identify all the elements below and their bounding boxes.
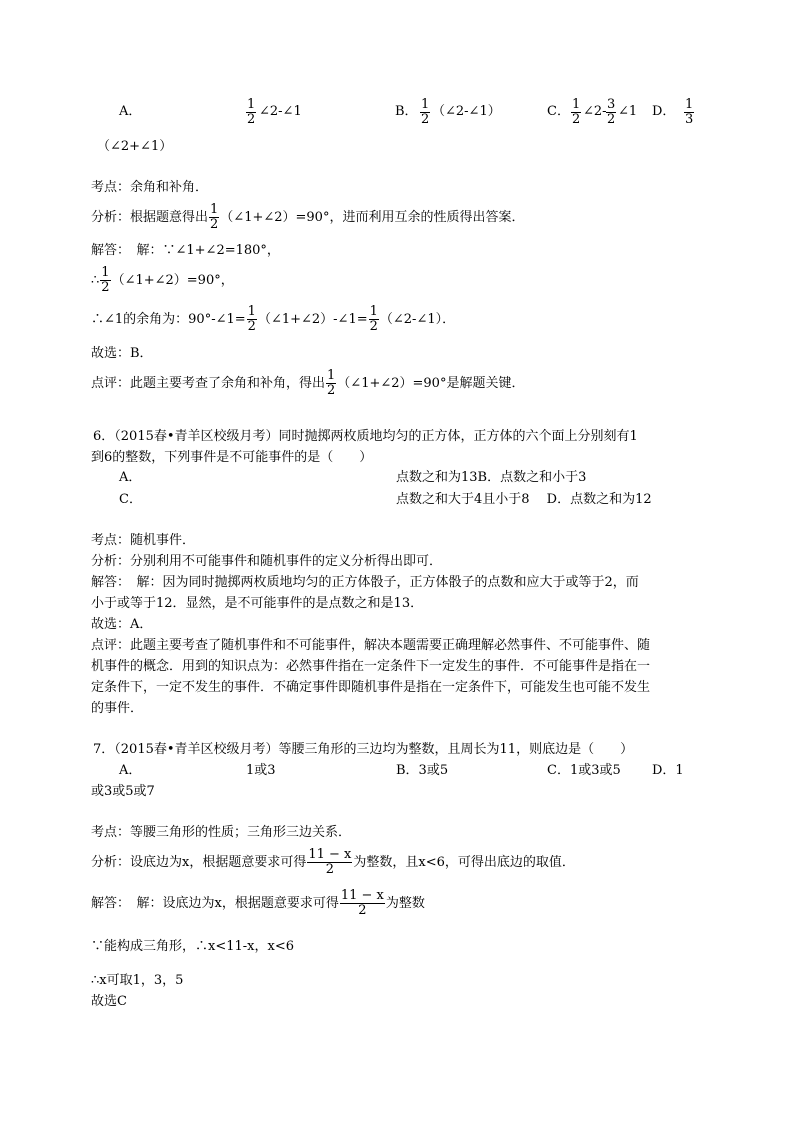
q5-option-c-fraction-1: $\frac{1}{2}$ <box>572 97 581 127</box>
q5-option-b-label: B． <box>395 104 418 119</box>
fraction: $\frac{11 - x}{2}$ <box>308 847 352 877</box>
q5-guxuan: 故选：B． <box>91 346 153 361</box>
q5-option-b-fraction: $\frac{1}{2}$ <box>421 97 430 127</box>
q6-jieda-line-1: 解答： 解：因为同时抛掷两枚质地均匀的正方体骰子，正方体骰子的点数和应大于或等于2，而 <box>91 575 639 590</box>
fraction: $\frac{1}{2}$ <box>247 304 256 334</box>
q5-jieda-line-2: ∴ $\frac{1}{2}$ （∠1+∠2）=90°， <box>91 265 234 295</box>
q7-jieda: 解答： 解：设底边为x，根据题意要求可得 $\frac{11 - x}{2}$ 为整数 <box>91 888 425 918</box>
q5-option-a-text: ∠2-∠1 <box>259 104 302 119</box>
fraction: $\frac{11 - x}{2}$ <box>340 888 384 918</box>
q5-option-c-text: ∠1 <box>618 104 638 119</box>
q6-kaodian: 考点：随机事件． <box>91 533 196 548</box>
q5-option-c-mid: ∠2- <box>583 104 607 119</box>
q5-kaodian: 考点：余角和补角． <box>91 180 209 195</box>
q6-dianping-line-2: 机事件的概念．用到的知识点为：必然事件指在一定条件下一定发生的事件．不可能事件是指在一 <box>91 659 651 674</box>
q6-jieda-line-2: 小于或等于12．显然，是不可能事件的是点数之和是13． <box>91 596 424 611</box>
q5-option-c-label: C． <box>547 104 570 119</box>
q5-option-c-fraction-2: $\frac{3}{2}$ <box>607 97 616 127</box>
q7-guxuan: 故选C <box>91 994 127 1009</box>
q5-option-a-fraction: $\frac{1}{2}$ <box>247 97 256 127</box>
q6-option-c-text: 点数之和大于4且小于8 D．点数之和为12 <box>396 492 652 507</box>
q5-dianping: 点评：此题主要考查了余角和补角，得出 $\frac{1}{2}$ （∠1+∠2）=90°是解题关键． <box>91 368 525 398</box>
q7-option-c: C．1或3或5 <box>547 763 621 778</box>
q5-jieda-line-3: ∴∠1的余角为：90°-∠1= $\frac{1}{2}$ （∠1+∠2）-∠1= $\frac{1}{2}$ （∠2-∠1）． <box>91 304 456 334</box>
fraction: $\frac{1}{2}$ <box>327 368 336 398</box>
q5-jieda-line-1: 解答： 解：∵∠1+∠2=180°， <box>91 243 280 258</box>
q6-dianping-line-4: 的事件． <box>91 701 144 716</box>
q6-option-a-text: 点数之和为13B．点数之和小于3 <box>396 470 587 485</box>
q6-fenxi: 分析：分别利用不可能事件和随机事件的定义分析得出即可． <box>91 554 443 569</box>
q5-option-d-label: D． <box>652 104 676 119</box>
fraction: $\frac{1}{2}$ <box>210 202 219 232</box>
q6-dianping-line-1: 点评：此题主要考查了随机事件和不可能事件，解决本题需要正确理解必然事件、不可能事件、随 <box>91 638 651 653</box>
fraction: $\frac{1}{2}$ <box>369 304 378 334</box>
q7-option-a-text: 1或3 <box>246 763 276 778</box>
q5-fenxi: 分析：根据题意得出 $\frac{1}{2}$ （∠1+∠2）=90°，进而利用互余的性质得出答案． <box>91 202 525 232</box>
q6-option-c-label: C． <box>119 492 142 507</box>
q6-dianping-line-3: 定条件下，一定不发生的事件．不确定事件即随机事件是指在一定条件下，可能发生也可能不发生 <box>91 680 651 695</box>
q7-kaodian: 考点：等腰三角形的性质；三角形三边关系． <box>91 825 352 840</box>
q7-jieda-line-3: ∴x可取1，3，5 <box>91 973 184 988</box>
q7-jieda-line-2: ∵能构成三角形，∴x<11-x，x<6 <box>91 939 294 954</box>
q5-option-d-text: （∠2+∠1） <box>97 139 173 154</box>
q7-option-d: D．1 <box>652 763 684 778</box>
q6-guxuan: 故选：A． <box>91 617 153 632</box>
fraction: $\frac{1}{2}$ <box>101 265 110 295</box>
q6-stem-line-2: 到6的整数，下列事件是不可能事件的是（ ） <box>91 450 373 465</box>
q6-stem-line-1: 6．（2015春•青羊区校级月考）同时抛掷两枚质地均匀的正方体，正方体的六个面上分别刻有1 <box>93 429 638 444</box>
q7-option-d-continued: 或3或5或7 <box>91 784 155 799</box>
q6-option-a-label: A． <box>119 470 142 485</box>
q5-option-d-fraction: $\frac{1}{3}$ <box>685 97 694 127</box>
q5-option-a-label: A． <box>119 104 142 119</box>
q7-option-b: B．3或5 <box>396 763 449 778</box>
q7-stem: 7．（2015春•青羊区校级月考）等腰三角形的三边均为整数，且周长为11，则底边是（ ） <box>93 742 634 757</box>
q7-fenxi: 分析：设底边为x，根据题意要求可得 $\frac{11 - x}{2}$ 为整数，且x<6，可得出底边的取值． <box>91 847 575 877</box>
q5-option-b-text: （∠2-∠1） <box>432 104 501 119</box>
q7-option-a-label: A． <box>119 763 142 778</box>
